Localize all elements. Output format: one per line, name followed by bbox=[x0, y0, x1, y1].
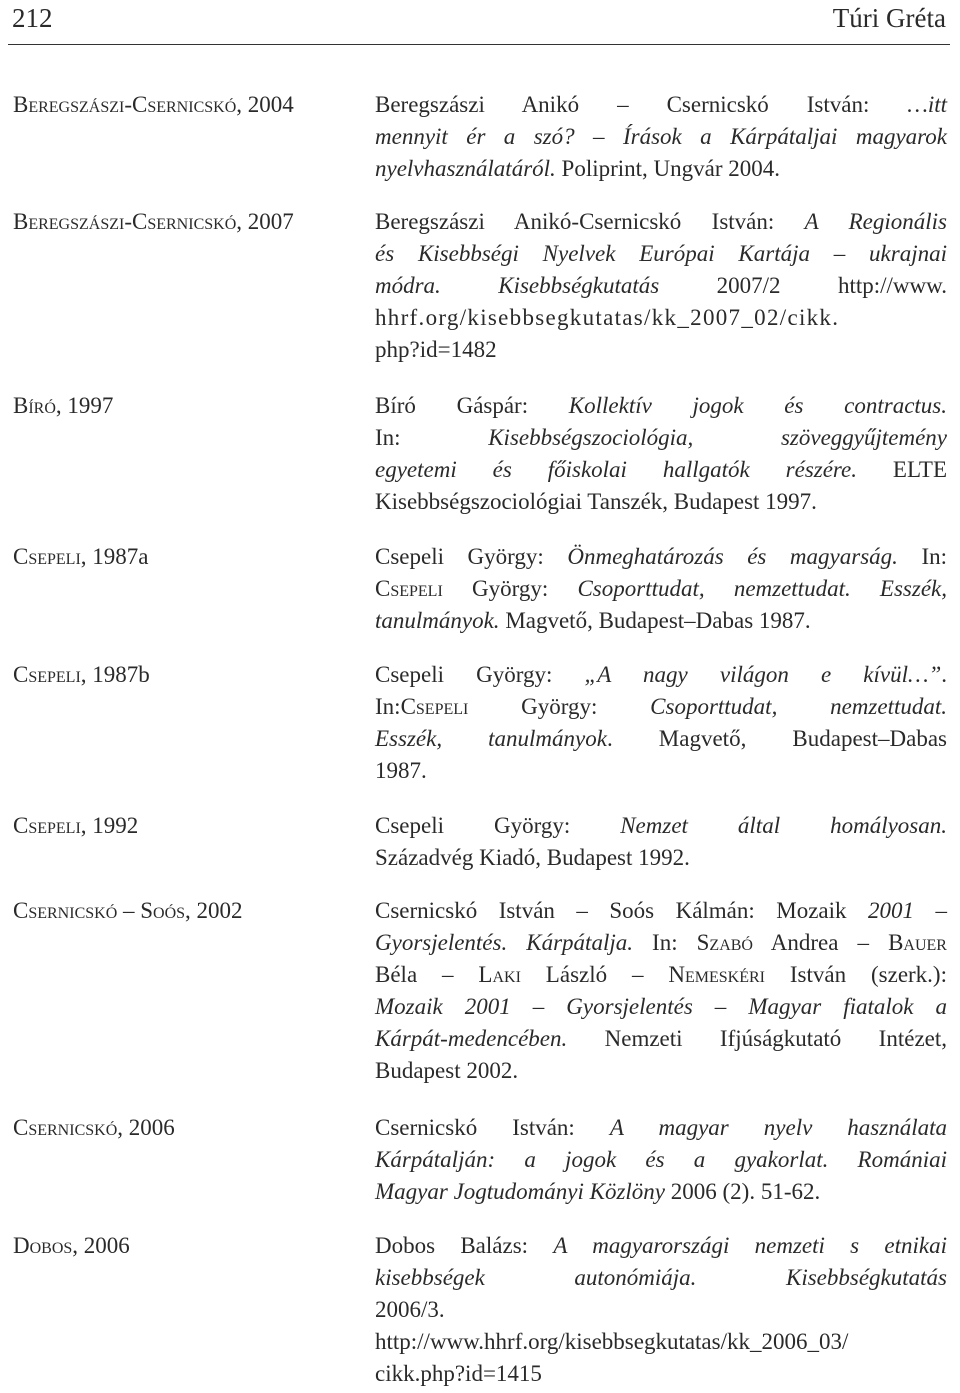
ref-line: Magyar Jogtudományi Közlöny 2006 (2). 51-62. bbox=[375, 1179, 821, 1204]
ref-line: nyelvhasználatáról. Poliprint, Ungvár 2004. bbox=[375, 156, 781, 181]
entry-key: Csepeli, 1987a bbox=[13, 544, 149, 569]
entry-key: Beregszászi-Csernicskó, 2004 bbox=[13, 92, 294, 117]
entry-key: Csepeli, 1992 bbox=[13, 813, 139, 838]
ref-line: Bíró Gáspár: Kollektív jogok és contractus. bbox=[375, 393, 947, 418]
ref-line: Kárpátalján: a jogok és a gyakorlat. Romániai bbox=[375, 1147, 947, 1172]
ref-line: Esszék, tanulmányok. Magvető, Budapest–Dabas bbox=[375, 726, 947, 751]
ref-line: cikk.php?id=1415 bbox=[375, 1361, 542, 1386]
entry-reference bbox=[375, 390, 947, 518]
ref-line: Beregszászi Anikó-Csernicskó István: A Regionális bbox=[375, 209, 948, 234]
ref-line: Kisebbségszociológiai Tanszék, Budapest 1997. bbox=[375, 489, 817, 514]
ref-line: 1987. bbox=[375, 758, 427, 783]
running-header bbox=[8, 0, 950, 45]
ref-line: In:Csepeli György: Csoporttudat, nemzettudat. bbox=[375, 694, 947, 719]
entry-reference bbox=[375, 541, 947, 637]
ref-line: http://www.hhrf.org/kisebbsegkutatas/kk_2006_03/ bbox=[375, 1329, 849, 1354]
ref-line: Csepeli György: „A nagy világon e kívül…”. bbox=[375, 662, 947, 687]
entry-reference bbox=[375, 810, 947, 874]
ref-line: hhrf.org/kisebbsegkutatas/kk_2007_02/cikk. bbox=[375, 305, 840, 330]
ref-line: mennyit ér a szó? – Írások a Kárpátaljai magyarok bbox=[375, 124, 947, 149]
running-author: Túri Gréta bbox=[832, 3, 946, 33]
ref-line: php?id=1482 bbox=[375, 337, 497, 362]
entry-reference bbox=[375, 895, 947, 1087]
ref-line: Dobos Balázs: A magyarországi nemzeti s etnikai bbox=[375, 1233, 947, 1258]
entry-key: Csepeli, 1987b bbox=[13, 662, 150, 687]
ref-line: Csernicskó István: A magyar nyelv használata bbox=[375, 1115, 947, 1140]
entry-key: Csernicskó – Soós, 2002 bbox=[13, 898, 243, 923]
ref-line: 2006/3. bbox=[375, 1297, 445, 1322]
ref-line: Csepeli György: Nemzet által homályosan. bbox=[375, 813, 947, 838]
ref-line: Csepeli György: Önmeghatározás és magyarság. In: bbox=[375, 544, 947, 569]
ref-line: Kárpát-medencében. Nemzeti Ifjúságkutató Intézet, bbox=[375, 1026, 947, 1051]
entry-key: Csernicskó, 2006 bbox=[13, 1115, 175, 1140]
entry-key: Beregszászi-Csernicskó, 2007 bbox=[13, 209, 294, 234]
ref-line: Századvég Kiadó, Budapest 1992. bbox=[375, 845, 690, 870]
ref-line: Csepeli György: Csoporttudat, nemzettudat. Esszék, bbox=[375, 576, 947, 601]
ref-line: tanulmányok. Magvető, Budapest–Dabas 1987. bbox=[375, 608, 811, 633]
entry-key: Bíró, 1997 bbox=[13, 393, 114, 418]
entry-reference bbox=[375, 206, 947, 366]
ref-line: és Kisebbségi Nyelvek Európai Kartája – ukrajnai bbox=[375, 241, 947, 266]
entry-reference bbox=[375, 1230, 947, 1390]
ref-line: egyetemi és főiskolai hallgatók részére. ELTE bbox=[375, 457, 947, 482]
entry-reference bbox=[375, 89, 947, 185]
ref-line: Gyorsjelentés. Kárpátalja. In: Szabó Andrea – Bauer bbox=[375, 930, 947, 955]
ref-line: módra. Kisebbségkutatás 2007/2 http://www. bbox=[375, 273, 947, 298]
ref-line: Csernicskó István – Soós Kálmán: Mozaik 2001 – bbox=[375, 898, 947, 923]
entry-reference bbox=[375, 659, 947, 787]
ref-line: Beregszászi Anikó – Csernicskó István: …itt bbox=[375, 92, 947, 117]
ref-line: Béla – Laki László – Nemeskéri István (szerk.): bbox=[375, 962, 947, 987]
ref-line: Budapest 2002. bbox=[375, 1058, 519, 1083]
ref-line: kisebbségek autonómiája. Kisebbségkutatás bbox=[375, 1265, 947, 1290]
ref-line: Mozaik 2001 – Gyorsjelentés – Magyar fiatalok a bbox=[375, 994, 947, 1019]
entry-reference bbox=[375, 1112, 947, 1208]
entry-key: Dobos, 2006 bbox=[13, 1233, 130, 1258]
page-number: 212 bbox=[12, 3, 53, 33]
ref-line: In: Kisebbségszociológia, szöveggyűjtemény bbox=[375, 425, 947, 450]
